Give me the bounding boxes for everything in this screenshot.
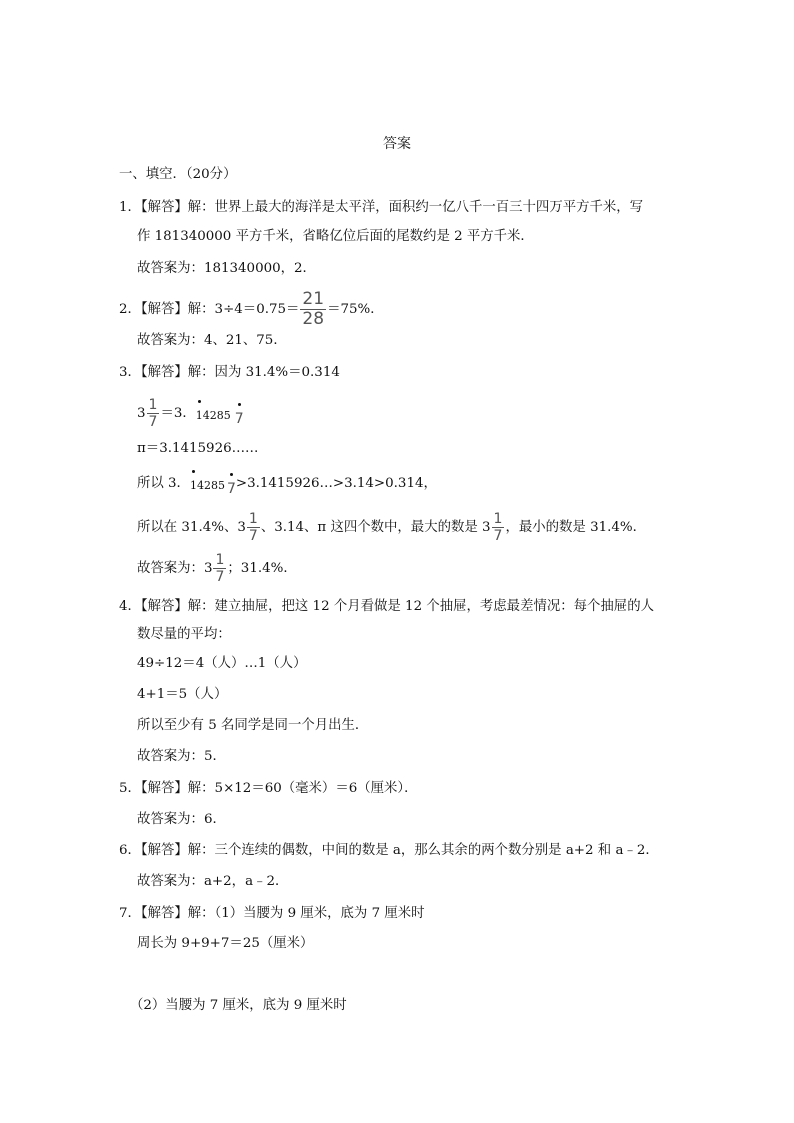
repeat-digits-middle: 4285 [196, 479, 225, 492]
repeat-digit-first: 1 [190, 477, 197, 495]
page-title: 答案 [383, 136, 411, 152]
q3-pi-line: π＝3.1415926…… [137, 441, 259, 456]
q2-suffix: ＝75%． [327, 302, 384, 317]
q2-prefix: 2．【解答】解：3÷4＝0.75＝ [119, 302, 300, 317]
q1-answer: 故答案为：181340000，2． [137, 261, 316, 276]
q3-answer [137, 553, 297, 584]
q2-answer: 故答案为：4、21、75． [137, 333, 287, 348]
repeat-digit-last: 7 [234, 411, 244, 427]
q3-compare-line [137, 512, 646, 543]
q2-line-1 [119, 291, 384, 328]
frac-numerator: 1 [493, 511, 503, 527]
q2-fraction [300, 291, 326, 328]
q7-line-2: 周长为 9+9+7＝25（厘米） [137, 936, 314, 951]
q3-so-line [137, 475, 437, 498]
q6-line-1: 6．【解答】解：三个连续的偶数，中间的数是 a，那么其余的两个数分别是 a+2 和 a﹣2． [119, 843, 659, 858]
q6-answer: 故答案为：a+2，a﹣2． [137, 874, 289, 889]
q4-line-1: 4．【解答】解：建立抽屉，把这 12 个月看做是 12 个抽屉，考虑最差情况：每个抽屉的人 [119, 599, 654, 614]
section-heading: 一、填空．（20分） [119, 167, 237, 182]
repeat-digits-middle: 4285 [202, 409, 231, 422]
repeat-digit-first: 1 [196, 407, 203, 425]
q4-line-5: 所以至少有 5 名同学是同一个月出生． [137, 718, 369, 733]
q5-line-1: 5．【解答】解：5×12＝60（毫米）＝6（厘米）． [119, 781, 418, 796]
q7-line-1: 7．【解答】解：（1）当腰为 9 厘米，底为 7 厘米时 [119, 906, 425, 921]
q3-eq-prefix: ＝3． [160, 406, 196, 421]
frac-denominator: 7 [248, 528, 258, 544]
q2-fraction-numerator: 21 [302, 289, 325, 309]
q3-so-prefix: 所以 3． [137, 476, 190, 491]
q3-compare-fraction-1 [247, 512, 260, 543]
q4-line-3: 49÷12＝4（人）…1（人） [137, 656, 307, 671]
frac-numerator: 1 [148, 397, 158, 413]
q5-answer: 故答案为：6． [137, 812, 226, 827]
q3-mixed-whole: 3 [137, 406, 146, 421]
frac-numerator: 1 [215, 552, 225, 568]
q4-answer: 故答案为：5． [137, 749, 226, 764]
q3-mixed-fraction [147, 398, 160, 429]
frac-denominator: 7 [493, 528, 503, 544]
q3-compare-mid: 、3.14、π 这四个数中，最大的数是 3 [260, 520, 491, 535]
q3-so-suffix: >3.1415926…>3.14>0.314， [235, 476, 437, 491]
q3-line-1: 3．【解答】解：因为 31.4%＝0.314 [119, 365, 340, 380]
repeat-digit-last: 7 [226, 481, 236, 497]
q3-answer-prefix: 故答案为：3 [137, 561, 213, 576]
frac-numerator: 1 [248, 511, 258, 527]
q3-compare-suffix: ，最小的数是 31.4%． [505, 520, 646, 535]
q7-line-3: （2）当腰为 7 厘米，底为 9 厘米时 [130, 998, 347, 1013]
frac-denominator: 7 [148, 414, 158, 430]
q2-fraction-denominator: 28 [302, 309, 325, 329]
q1-line-2: 作 181340000 平方千米，省略亿位后面的尾数约是 2 平方千米． [137, 229, 534, 244]
q3-mixed-line [137, 398, 244, 429]
frac-denominator: 7 [215, 569, 225, 585]
q3-compare-fraction-2 [492, 512, 505, 543]
q3-compare-prefix: 所以在 31.4%、3 [137, 520, 246, 535]
q3-answer-fraction [213, 553, 226, 584]
q1-line-1: 1．【解答】解：世界上最大的海洋是太平洋，面积约一亿八千一百三十四万平方千米，写 [119, 200, 644, 215]
q4-line-2: 数尽量的平均： [137, 627, 231, 642]
q4-line-4: 4+1＝5（人） [137, 687, 228, 702]
q3-answer-suffix: ；31.4%． [227, 561, 297, 576]
